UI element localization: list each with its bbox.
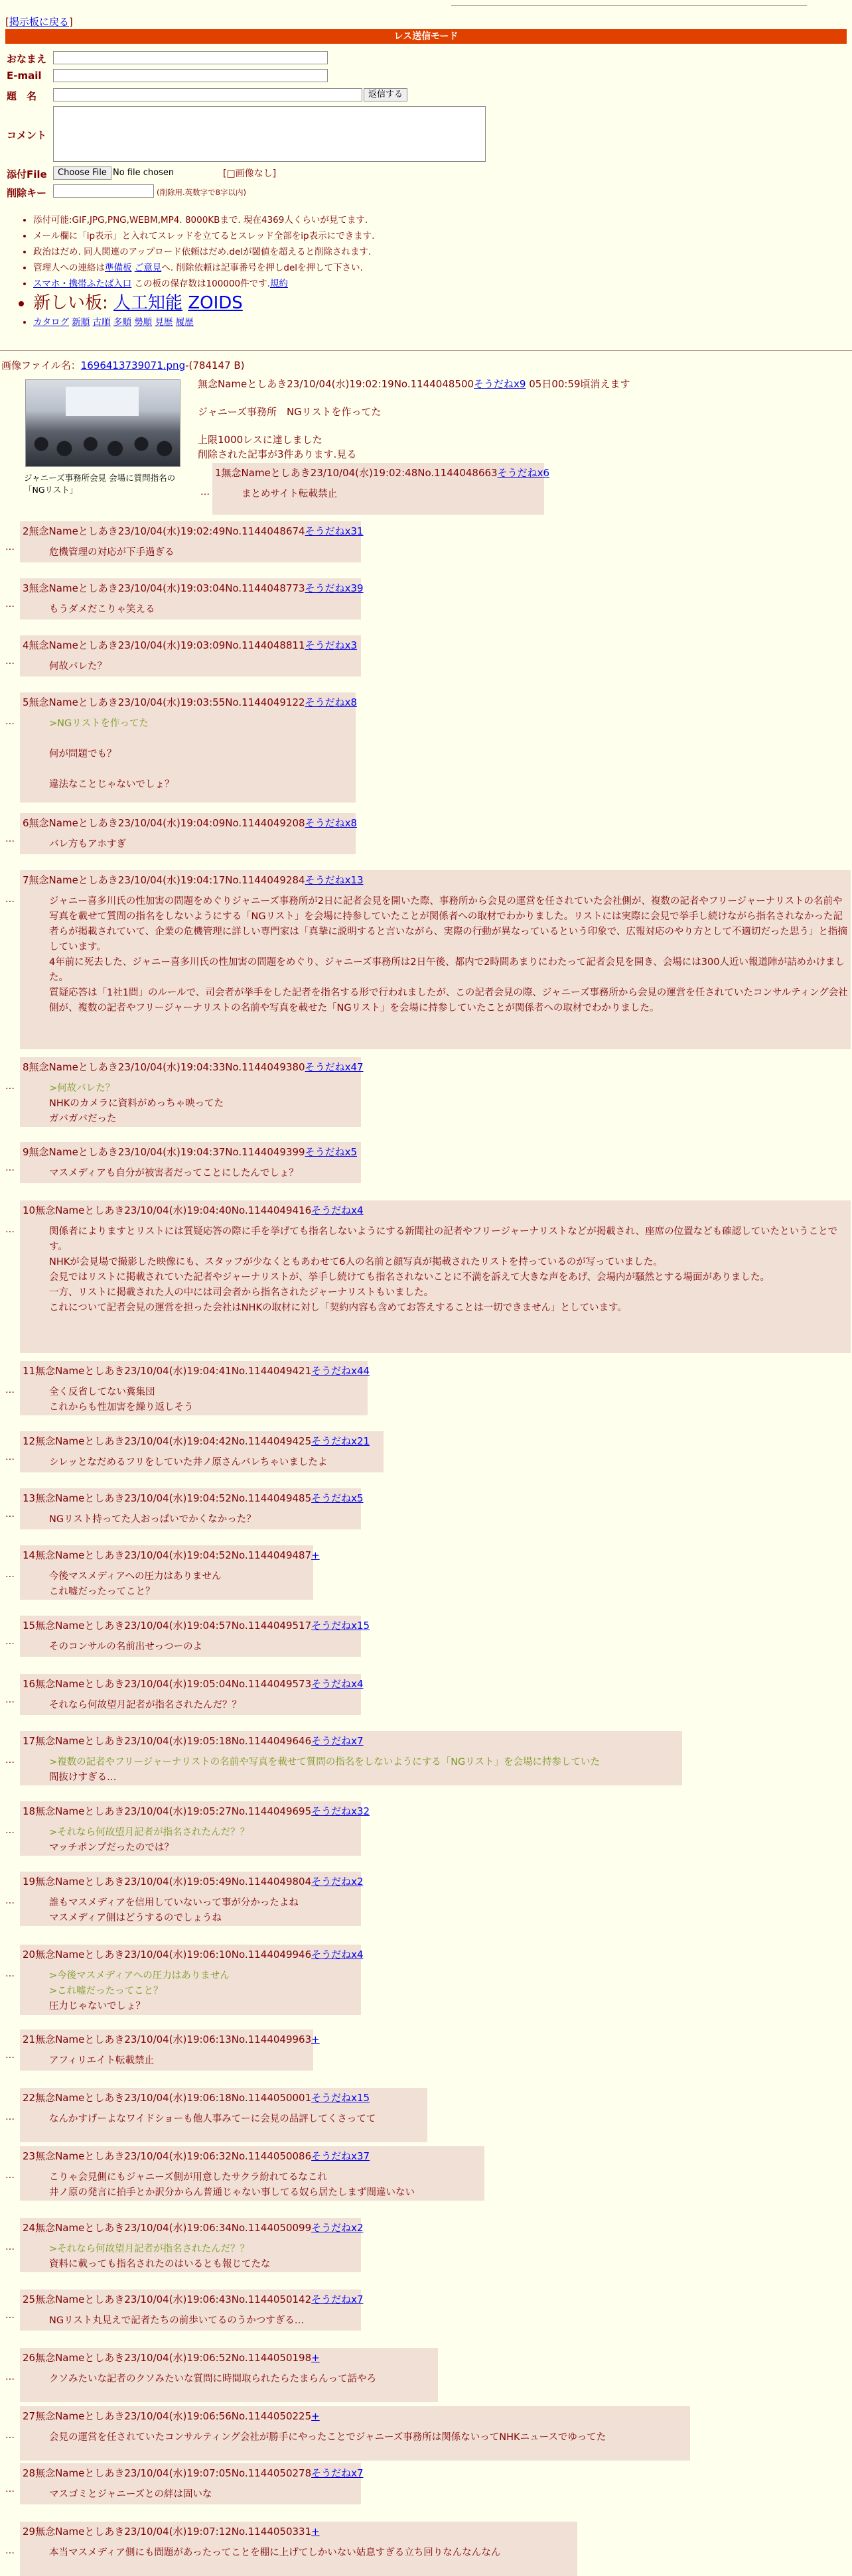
sodane-button[interactable]: そうだねx4	[311, 1204, 364, 1216]
body-line: ジャニー喜多川氏の性加害の問題をめぐりジャニーズ事務所が2日に記者会見を開いた際、事務所から会見の運営を任されていた会社側が、複数の記者やフリージャーナリストの名前や写真を載せて質問の指名をしないようにする「NGリスト」を会場に持参していたことが関係者への取材でわかりました。リストには実際に会見で挙手し続けながら指名されなかった記者らが掲載されていて、企業の危機管理に詳しい専門家は「真摯に説明すると言いながら、実際の行動が異なっているという印象で、広報対応のやり方として不適切だった思う」と指摘しています。	[49, 896, 847, 952]
reply-indent-dots: …	[5, 716, 15, 727]
reply-body	[23, 894, 848, 1016]
sodane-plus-button[interactable]: +	[311, 2352, 320, 2364]
reply-body	[23, 602, 358, 617]
reply-post	[20, 870, 851, 1049]
reply-post	[20, 1142, 361, 1183]
reply-body	[23, 1825, 358, 1856]
op-header: 無念Nameとしあき23/10/04(水)19:02:19No.1144048500そうだねx9 05日00:59頃消えます	[198, 378, 630, 390]
reply-post	[20, 1361, 368, 1415]
note-item: • 管理人への連絡は準備板 ご意見へ. 削除依頼は記事番号を押しdelを押して下さい.	[33, 260, 374, 276]
body-line: バレ方もアホすぎ	[49, 839, 126, 850]
reply-indent-dots: …	[5, 834, 15, 844]
quote-line: >今後マスメディアへの圧力はありません	[49, 1970, 230, 1981]
reply-post	[20, 692, 356, 803]
ai-board-link[interactable]: 人工知能	[113, 293, 183, 313]
reply-body	[23, 2313, 358, 2329]
body-line: クソみたいな記者のクソみたいな質問に時間取られたらたまらんって話やろ	[49, 2374, 376, 2384]
reply-meta: 14無念Nameとしあき23/10/04(水)19:04:52No.1144049487	[23, 1549, 312, 1561]
body-line: 誰もマスメディアを信用していないって事が分かったよね	[49, 1898, 299, 1908]
reply-meta: 3無念Nameとしあき23/10/04(水)19:03:04No.1144048773	[23, 582, 305, 594]
reply-body	[23, 1455, 381, 1470]
reply-body	[23, 2372, 435, 2387]
reply-body	[23, 659, 358, 675]
reply-post	[20, 2289, 364, 2331]
reply-header	[23, 1203, 848, 1218]
feedback-link[interactable]: ご意見	[134, 263, 162, 273]
body-line: 何故バレた？	[49, 661, 107, 672]
op-body-line: ジャニーズ事務所 NGリストを作ってた	[198, 406, 382, 418]
reply-post	[20, 635, 361, 676]
reply-indent-dots: …	[5, 1224, 15, 1235]
reply-meta: 17無念Nameとしあき23/10/04(水)19:05:18No.1144049646	[23, 1735, 312, 1747]
body-line: まとめサイト転載禁止	[242, 489, 337, 499]
reply-post	[20, 1200, 851, 1353]
body-line: これからも性加害を繰り返しそう	[49, 1402, 194, 1413]
reply-indent-dots: …	[5, 1385, 15, 1395]
reply-header	[23, 1874, 364, 1889]
note-item: • スマホ・携帯ふたば入口 この板の保存数は100000件です.規約	[33, 276, 374, 292]
body-line: NGリスト丸見えで記者たちの前歩いてるのうかつすぎる…	[49, 2315, 305, 2326]
body-line: なんかすげーよなワイドショーも他人事みてーに会見の品評してくさってて	[49, 2114, 376, 2124]
reply-post	[20, 1945, 364, 2015]
body-line: 4年前に死去した、ジャニー喜多川氏の性加害の問題をめぐり、ジャニーズ事務所は2日午後、都内で2時間あまりにわたって記者会見を開き、会場には300人近い報道陣が詰めかけました。	[49, 957, 845, 983]
reply-body	[215, 487, 541, 502]
reply-body	[23, 2170, 482, 2201]
reply-body	[23, 1385, 365, 1415]
quote-line: >それなら何故望月記者が指名されたんだ？？	[49, 2244, 250, 2254]
sodane-plus-button[interactable]: +	[311, 1549, 320, 1561]
nav-history[interactable]: 履歴	[175, 317, 194, 328]
body-line: マスゴミとジャニーズとの絆は固いな	[49, 2489, 212, 2500]
email-label: E-mail	[7, 70, 42, 82]
reply-post	[20, 1731, 682, 1785]
reply-body	[23, 1755, 679, 1785]
reply-header	[23, 1060, 364, 1074]
quote-line: >何故バレた？	[49, 1083, 115, 1094]
sodane-button[interactable]: そうだねx5	[311, 1492, 364, 1504]
sodane-button[interactable]: そうだねx32	[311, 1805, 370, 1817]
reply-indent-dots: …	[5, 894, 15, 905]
reply-meta: 27無念Nameとしあき23/10/04(水)19:06:56No.1144050225	[23, 2410, 312, 2422]
reply-indent-dots: …	[5, 1163, 15, 1173]
reply-indent-dots: …	[5, 2170, 15, 2181]
reply-meta: 2無念Nameとしあき23/10/04(水)19:02:49No.1144048674	[23, 525, 305, 537]
sodane-button[interactable]: そうだねx39	[305, 582, 364, 594]
choose-file-button[interactable]: Choose File	[53, 166, 111, 180]
reply-meta: 15無念Nameとしあき23/10/04(水)19:04:57No.1144049517	[23, 1620, 312, 1632]
delete-key-label: 削除キー	[7, 187, 47, 199]
note-item: • メール欄に「ip表示」と入れてスレッドを立てるとスレッド全部をip表示にできます.	[33, 228, 374, 244]
reply-post	[20, 1674, 364, 1715]
reply-header	[23, 2091, 425, 2105]
reply-header	[23, 1548, 320, 1563]
reply-body	[23, 1640, 358, 1655]
reply-body	[23, 2545, 575, 2561]
reply-meta: 28無念Nameとしあき23/10/04(水)19:07:05No.1144050278	[23, 2467, 312, 2479]
body-line: NHKが会見場で撮影した映像にも、スタッフが少なくともあわせて6人の名前と顔写真が掲載されたリストを持っているのが写っていました。	[49, 1257, 663, 1267]
reply-post	[212, 463, 549, 515]
body-line	[49, 732, 353, 747]
body-line: 本当マスメディア側にも問題があったってことを棚に上げてしかいない姑息すぎる立ち回りなんなんなん	[49, 2547, 501, 2558]
reply-body	[23, 1224, 848, 1316]
sodane-button[interactable]: そうだねx31	[305, 525, 364, 537]
body-line: 質疑応答は「1社1問」のルールで、司会者が挙手をした記者を指名する形で行われましたが、この記者会見の際、ジャニーズ事務所から会見の運営を任されていたコンサルティング会社側が、複数の記者やフリージャーナリストの名前や写真を載せた「NGリスト」を会場に持参していたことが関係者への取材でわかりました。	[49, 988, 848, 1013]
nav-links	[33, 314, 374, 330]
sodane-button[interactable]: そうだねx8	[305, 817, 357, 829]
body-line: マッチポンプだったのでは？	[49, 1842, 174, 1853]
reply-meta: 20無念Nameとしあき23/10/04(水)19:06:10No.1144049946	[23, 1949, 312, 1961]
send-button[interactable]: 返信する	[364, 88, 407, 101]
reply-indent-dots: …	[5, 2050, 15, 2061]
nav-catalog[interactable]: カタログ	[33, 317, 69, 328]
sodane-button[interactable]: そうだねx15	[311, 2092, 370, 2104]
reply-meta: 29無念Nameとしあき23/10/04(水)19:07:12No.1144050331	[23, 2526, 312, 2538]
reply-body	[23, 2112, 425, 2127]
reply-post	[20, 578, 364, 619]
reply-meta: 18無念Nameとしあき23/10/04(水)19:05:27No.1144049695	[23, 1805, 312, 1817]
body-line: 間抜けすぎる…	[49, 1772, 117, 1783]
reply-meta: 25無念Nameとしあき23/10/04(水)19:06:43No.1144050142	[23, 2293, 312, 2305]
note-item: • 添付可能:GIF,JPG,PNG,WEBM,MP4. 8000KBまで. 現在4369人くらいが見てます.	[33, 212, 374, 228]
reply-body	[23, 1166, 358, 1181]
no-image-checkbox[interactable]: [□画像なし]	[223, 168, 277, 179]
sodane-plus-button[interactable]: +	[311, 2033, 320, 2045]
body-line: シレッとなだめるフリをしていた井ノ原さんバレちゃいましたよ	[49, 1457, 328, 1468]
body-line: ガバガバだった	[49, 1114, 117, 1124]
reply-indent-dots: …	[5, 542, 15, 552]
reply-post	[20, 1057, 364, 1127]
reply-header	[23, 2524, 575, 2539]
reply-body	[23, 2053, 311, 2069]
reply-meta: 23無念Nameとしあき23/10/04(水)19:06:32No.1144050086	[23, 2150, 312, 2162]
sodane-button[interactable]: そうだねx2	[311, 1876, 364, 1888]
reply-header	[23, 581, 364, 596]
zoids-board-link[interactable]: ZOIDS	[188, 293, 243, 313]
sodane-button[interactable]: そうだねx7	[311, 1735, 364, 1747]
reply-indent-dots: …	[5, 1896, 15, 1906]
subject-label: 題 名	[7, 90, 37, 102]
name-field[interactable]	[53, 51, 328, 64]
quote-line: >複数の記者やフリージャーナリストの名前や写真を載せて質問の指名をしないようにする「NGリスト」を会場に持参していた	[49, 1757, 600, 1768]
sodane-button[interactable]: そうだねx15	[311, 1620, 370, 1632]
body-line: 今後マスメディアへの圧力はありません	[49, 1571, 222, 1582]
sodane-button[interactable]: そうだねx37	[311, 2150, 370, 2162]
op-thumbnail-caption: ジャニーズ事務所会見 会場に質問指名の「NGリスト」	[24, 473, 176, 495]
reply-post	[20, 2348, 438, 2402]
op-thumbnail[interactable]	[25, 379, 180, 467]
reply-header	[23, 2032, 320, 2047]
body-line: これ嘘だったってこと？	[49, 1586, 155, 1597]
body-line: それなら何故望月記者が指名されたんだ？？	[49, 1700, 242, 1710]
reply-indent-dots: …	[5, 1695, 15, 1705]
reply-indent-dots: …	[5, 656, 15, 667]
reply-meta: 21無念Nameとしあき23/10/04(水)19:06:13No.1144049963	[23, 2033, 312, 2045]
reply-post	[20, 1801, 370, 1856]
body-line: NHKのカメラに資料がめっちゃ映ってた	[49, 1098, 224, 1109]
reply-post	[20, 2088, 427, 2142]
reply-meta: 6無念Nameとしあき23/10/04(水)19:04:09No.1144049208	[23, 817, 305, 829]
reply-header	[23, 1734, 679, 1748]
mobile-entry-link[interactable]: スマホ・携帯ふたば入口	[33, 279, 132, 289]
quote-line: >これ嘘だったってこと？	[49, 1986, 163, 1996]
body-line: 危機管理の対応が下手過ぎる	[49, 547, 175, 558]
reply-indent-dots: …	[5, 599, 15, 610]
reply-post	[20, 1431, 384, 1472]
reply-body	[23, 2242, 358, 2272]
sodane-button[interactable]: そうだねx47	[305, 1061, 364, 1073]
reply-post	[20, 521, 364, 562]
reply-header	[23, 2351, 435, 2365]
reply-meta: 1無念Nameとしあき23/10/04(水)19:02:48No.1144048663	[215, 467, 498, 479]
reply-header	[23, 1677, 364, 1691]
reply-indent-dots: …	[5, 1968, 15, 1979]
reply-body	[23, 1698, 358, 1713]
reply-header	[23, 2221, 364, 2235]
nav-most[interactable]: 多順	[113, 317, 131, 328]
reply-indent-dots: …	[5, 1569, 15, 1580]
email-field[interactable]	[53, 69, 328, 82]
sodane-button[interactable]: そうだねx13	[305, 874, 364, 886]
reply-header	[23, 1491, 364, 1506]
reply-indent-dots: …	[5, 2310, 15, 2321]
nav-newest[interactable]: 新順	[72, 317, 90, 328]
sodane-plus-button[interactable]: +	[311, 2526, 320, 2538]
body-line: アフィリエイト転載禁止	[49, 2055, 155, 2066]
reply-header	[23, 2409, 687, 2423]
comment-label: コメント	[7, 129, 47, 141]
reply-meta: 26無念Nameとしあき23/10/04(水)19:06:52No.1144050198	[23, 2352, 312, 2364]
reply-header	[23, 2466, 364, 2480]
reply-indent-dots: …	[5, 2112, 15, 2122]
section-divider	[0, 350, 852, 351]
reply-body	[23, 716, 353, 793]
reply-meta: 7無念Nameとしあき23/10/04(水)19:04:17No.1144049284	[23, 874, 305, 886]
sodane-button[interactable]: そうだねx4	[311, 1949, 364, 1961]
reply-body	[23, 2430, 687, 2445]
sodane-plus-button[interactable]: +	[311, 2410, 320, 2422]
reply-meta: 4無念Nameとしあき23/10/04(水)19:03:09No.1144048811	[23, 639, 305, 651]
reply-header	[23, 816, 357, 830]
reply-post	[20, 2463, 364, 2504]
reply-indent-dots: …	[5, 1825, 15, 1836]
body-line: 会見の運営を任されていたコンサルティング会社が勝手にやったことでジャニーズ事務所は関係ないってNHKニュースでゆってた	[49, 2432, 606, 2443]
reply-indent-dots: …	[5, 1081, 15, 1092]
reply-post	[20, 1616, 370, 1657]
body-line: NGリスト持ってた人おっぱいでかくなかった？	[49, 1514, 256, 1525]
reply-header	[23, 524, 364, 539]
delete-key-field[interactable]	[53, 184, 154, 198]
reply-header	[23, 873, 848, 887]
subject-field[interactable]	[53, 88, 362, 101]
reply-post	[20, 813, 356, 854]
reply-header	[215, 466, 549, 480]
reply-meta: 11無念Nameとしあき23/10/04(水)19:04:41No.1144049421	[23, 1365, 312, 1377]
nav-viewed[interactable]: 見歴	[155, 317, 173, 328]
sodane-button[interactable]: そうだねx4	[311, 1678, 364, 1690]
prep-board-link[interactable]: 準備板	[105, 263, 132, 273]
quote-line: >NGリストを作ってた	[49, 718, 149, 729]
reply-body	[23, 837, 353, 852]
body-line: もうダメだこりゃ笑える	[49, 604, 155, 615]
reply-meta: 12無念Nameとしあき23/10/04(水)19:04:42No.1144049425	[23, 1435, 312, 1447]
reply-indent-dots: …	[5, 2372, 15, 2382]
reply-post	[20, 2218, 364, 2272]
op-body-line: 上限1000レスに達しました	[198, 434, 322, 446]
body-line: 違法なことじゃないでしょ？	[49, 779, 175, 790]
reply-indent-dots: …	[5, 1452, 15, 1462]
body-line: マスメディアも自分が被害者だってことにしたんでしょ？	[49, 1168, 299, 1179]
reply-header	[23, 1434, 381, 1449]
sodane-button[interactable]: そうだねx21	[311, 1435, 370, 1447]
body-line: これについて記者会見の運営を担った会社はNHKの取材に対し「契約内容も含めてお答えすることは一切できません」としています。	[49, 1303, 627, 1313]
board-notes	[19, 212, 374, 330]
reply-post	[20, 2522, 577, 2576]
reply-meta: 16無念Nameとしあき23/10/04(水)19:05:04No.1144049573	[23, 1678, 312, 1690]
reply-header	[23, 1364, 370, 1378]
reply-meta: 10無念Nameとしあき23/10/04(水)19:04:40No.1144049416	[23, 1204, 312, 1216]
top-divider	[451, 5, 807, 6]
body-line: そのコンサルの名前出せっつーのよ	[49, 1642, 202, 1652]
reply-header	[23, 2149, 482, 2163]
reply-meta: 22無念Nameとしあき23/10/04(水)19:06:18No.1144050001	[23, 2092, 312, 2104]
reply-meta: 19無念Nameとしあき23/10/04(水)19:05:49No.1144049804	[23, 1876, 312, 1888]
reply-body	[23, 1081, 358, 1127]
reply-header	[23, 638, 358, 653]
reply-post	[20, 2146, 484, 2201]
body-line: 圧力じゃないでしょ？	[49, 2001, 145, 2012]
op-file-info: 画像ファイル名：1696413739071.png-(784147 B)	[1, 359, 245, 371]
body-line: 何が問題でも？	[49, 749, 117, 759]
name-label: おなまえ	[7, 53, 47, 65]
reply-meta: 8無念Nameとしあき23/10/04(水)19:04:33No.1144049380	[23, 1061, 305, 1073]
reply-header	[23, 1145, 358, 1159]
sodane-button[interactable]: そうだねx5	[305, 1146, 357, 1158]
sodane-button[interactable]: そうだねx6	[497, 467, 549, 479]
sodane-button[interactable]: そうだねx7	[311, 2467, 364, 2479]
nav-oldest[interactable]: 古順	[92, 317, 111, 328]
reply-body	[23, 1968, 358, 2014]
op-sodane[interactable]: そうだねx9	[474, 378, 526, 390]
reply-body	[23, 1896, 358, 1926]
op-file-link[interactable]: 1696413739071.png	[80, 359, 186, 371]
back-to-board: [掲示板に戻る]	[5, 16, 73, 28]
reply-header	[23, 1618, 370, 1633]
reply-post	[20, 2029, 320, 2071]
reply-meta: 13無念Nameとしあき23/10/04(水)19:04:52No.1144049485	[23, 1492, 312, 1504]
body-line: マスメディア側はどうするのでしょうね	[49, 1913, 222, 1923]
back-link[interactable]: 掲示板に戻る	[9, 16, 69, 28]
reply-indent-dots: …	[5, 1636, 15, 1647]
body-line: こりゃ会見側にもジャニーズ側が用意したサクラ紛れてるなこれ	[49, 2172, 327, 2183]
delete-key-note: (削除用.英数字で8字以内)	[157, 188, 246, 197]
reply-post	[20, 1545, 320, 1600]
reply-indent-dots: …	[5, 2242, 15, 2252]
note-item: • 政治はだめ. 同人関連のアップロード依頼はだめ.delが閾値を超えると削除されます.	[33, 244, 374, 260]
reply-header	[23, 1947, 364, 1962]
sodane-button[interactable]: そうだねx3	[305, 639, 357, 651]
reply-body	[23, 545, 358, 560]
sodane-button[interactable]: そうだねx44	[311, 1365, 370, 1377]
reply-meta: 5無念Nameとしあき23/10/04(水)19:03:55No.1144049122	[23, 696, 305, 708]
reply-indent-dots: …	[5, 2545, 15, 2556]
new-boards: • 新しい板: 人工知能 ZOIDS	[33, 292, 374, 314]
reply-indent-dots: …	[5, 2430, 15, 2441]
body-line: 一方、リストに掲載された人の中には司会者から指名されたジャーナリストもいました。	[49, 1287, 434, 1298]
nav-momentum[interactable]: 勢順	[134, 317, 153, 328]
rules-link[interactable]: 規約	[269, 279, 288, 289]
sodane-button[interactable]: そうだねx7	[311, 2293, 364, 2305]
reply-header	[23, 695, 357, 710]
reply-indent-dots: …	[200, 487, 210, 497]
reply-indent-dots: …	[5, 1755, 15, 1766]
body-line: 関係者によりますとリストには質疑応答の際に手を挙げても指名しないようにする新聞社の記者やフリージャーナリストなどが掲載され、座席の位置なども確認していたということです。	[49, 1226, 838, 1252]
reply-body	[23, 1569, 311, 1600]
reply-header	[23, 2292, 364, 2307]
reply-body	[23, 1512, 358, 1527]
reply-post	[20, 2406, 690, 2461]
body-line: 全く反省してない糞集団	[49, 1387, 155, 1397]
reply-post	[20, 1488, 364, 1529]
reply-body	[23, 2487, 358, 2502]
reply-meta: 9無念Nameとしあき23/10/04(水)19:04:37No.1144049399	[23, 1146, 305, 1158]
reply-meta: 24無念Nameとしあき23/10/04(水)19:06:34No.1144050099	[23, 2222, 312, 2234]
body-line	[49, 762, 353, 777]
reply-indent-dots: …	[5, 2484, 15, 2494]
op-body-line: 削除された記事が3件あります.見る	[198, 448, 357, 460]
reply-header	[23, 1804, 370, 1819]
body-line: 資料に載っても指名されたのはいるとも報じてたな	[49, 2259, 271, 2270]
sodane-button[interactable]: そうだねx2	[311, 2222, 364, 2234]
reply-post	[20, 1872, 364, 1926]
mode-title: レス送信モード	[5, 29, 847, 44]
body-line: 井ノ原の発言に拍手とか訳分からん普通じゃない事してる奴ら居たしまず間違いない	[49, 2187, 415, 2198]
comment-field[interactable]	[53, 106, 486, 162]
quote-line: >それなら何故望月記者が指名されたんだ？？	[49, 1827, 250, 1838]
sodane-button[interactable]: そうだねx8	[305, 696, 357, 708]
file-label: 添付File	[7, 168, 47, 180]
reply-indent-dots: …	[5, 1509, 15, 1519]
no-file-text: No file chosen	[113, 168, 175, 178]
body-line: 会見ではリストに掲載されていた記者やジャーナリストが、挙手し続けても指名されないことに不満を訴えて大きな声をあげ、会場内が騒然とする場面がありました。	[49, 1272, 770, 1283]
